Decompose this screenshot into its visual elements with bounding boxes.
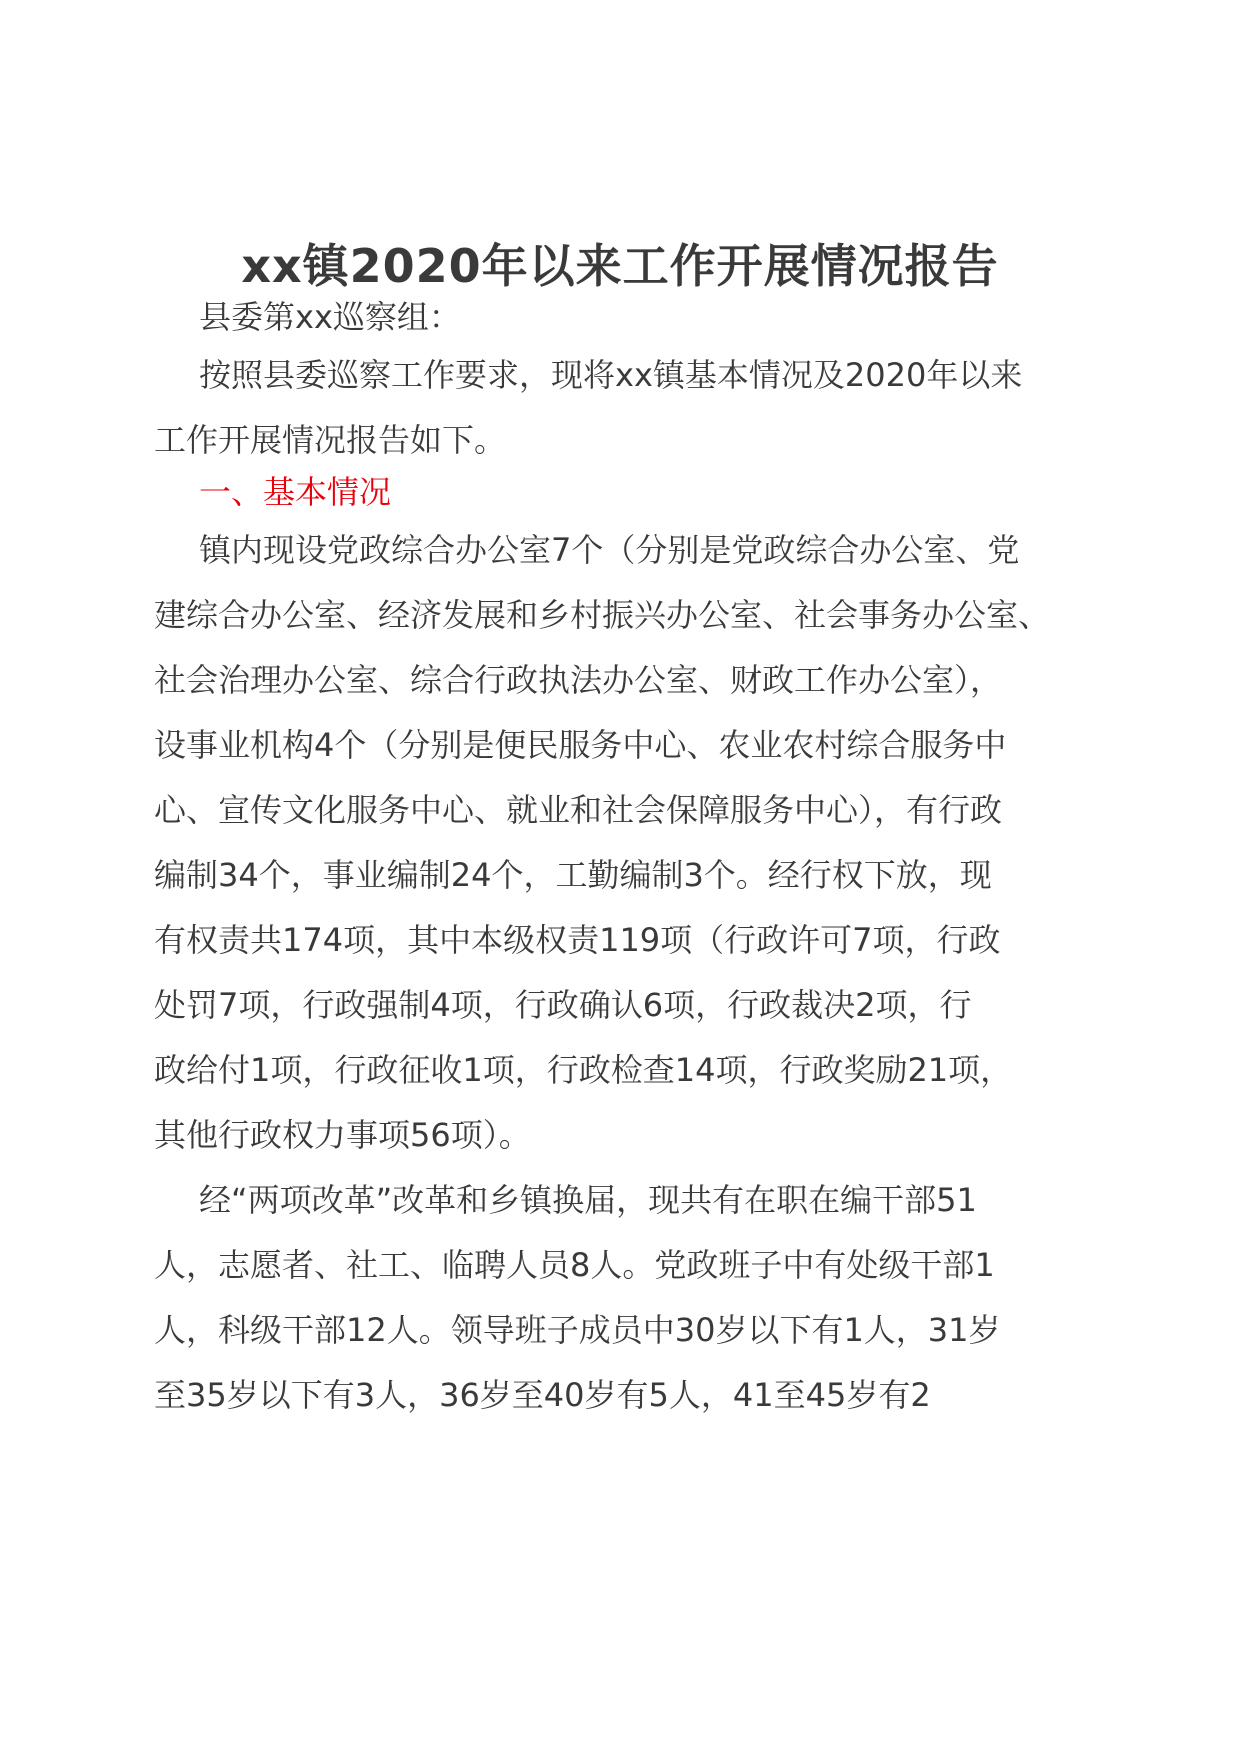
paragraph-basic-info: [154, 518, 1094, 1168]
paragraph-line: 设事业机构4个（分别是便民服务中心、农业农村综合服务中: [154, 726, 1007, 764]
salutation-block: [154, 285, 1094, 350]
intro-paragraph: [154, 343, 1094, 473]
paragraph-staffing: [154, 1168, 1094, 1428]
paragraph-line: 其他行政权力事项56项）。: [154, 1116, 531, 1154]
document-title: xx镇2020年以来工作开展情况报告: [241, 239, 999, 293]
paragraph-line: 经“两项改革”改革和乡镇换届，现共有在职在编干部51: [199, 1181, 977, 1219]
paragraph-line: 社会治理办公室、综合行政执法办公室、财政工作办公室），: [154, 661, 1003, 699]
intro-line: 工作开展情况报告如下。: [154, 421, 507, 459]
paragraph-line: 处罚7项，行政强制4项，行政确认6项，行政裁决2项，行: [154, 986, 972, 1024]
paragraph-line: 心、宣传文化服务中心、就业和社会保障服务中心），有行政: [154, 791, 1003, 829]
paragraph-line: 镇内现设党政综合办公室7个（分别是党政综合办公室、党: [199, 531, 1020, 569]
paragraph-line: 有权责共174项，其中本级权责119项（行政许可7项，行政: [154, 921, 1001, 959]
salutation: 县委第xx巡察组：: [199, 298, 461, 336]
paragraph-line: 人，志愿者、社工、临聘人员8人。党政班子中有处级干部1: [154, 1246, 995, 1284]
section-heading-block: [154, 460, 1094, 525]
section-heading: 一、基本情况: [199, 473, 392, 511]
paragraph-line: 编制34个，事业编制24个，工勤编制3个。经行权下放，现: [154, 856, 992, 894]
paragraph-line: 政给付1项，行政征收1项，行政检查14项，行政奖励21项，: [154, 1051, 1013, 1089]
paragraph-line: 建综合办公室、经济发展和乡村振兴办公室、社会事务办公室、: [154, 596, 1051, 634]
paragraph-line: 人，科级干部12人。领导班子成员中30岁以下有1人，31岁: [154, 1311, 1001, 1349]
intro-line: 按照县委巡察工作要求，现将xx镇基本情况及2020年以来: [199, 356, 1023, 394]
paragraph-line: 至35岁以下有3人，36岁至40岁有5人，41至45岁有2: [154, 1376, 931, 1414]
